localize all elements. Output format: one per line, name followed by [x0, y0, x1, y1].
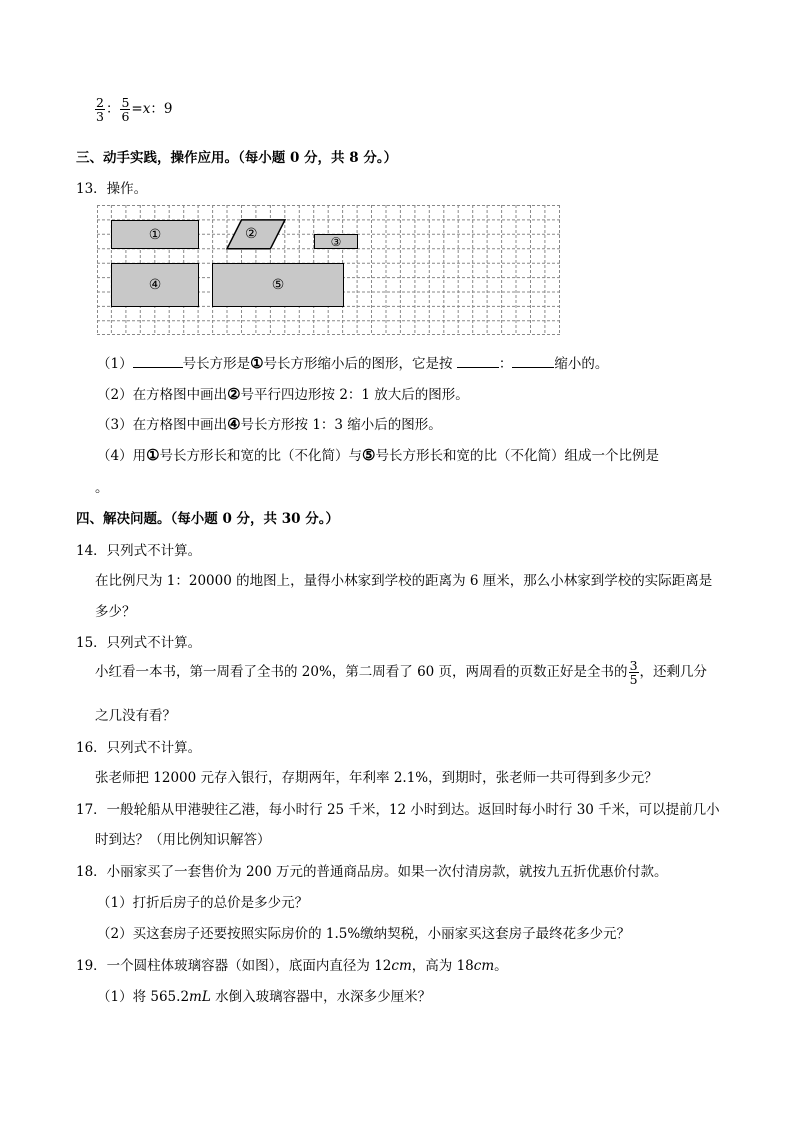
grid-figure: [97, 205, 560, 335]
q17-line-1: 17．一般轮船从甲港驶往乙港，每小时行 25 千米，12 小时到达。返回时每小时行 30 千米，可以提前几小: [76, 802, 720, 818]
q18-line-1: 18．小丽家买了一套售价为 200 万元的普通商品房。如果一次付清房款，就按九五折优惠价付款。: [76, 864, 668, 880]
q16-heading: 16．只列式不计算。: [76, 740, 202, 756]
fraction: $\frac{2}{3}$: [96, 95, 104, 125]
q19-line-1: 19．一个圆柱体玻璃容器（如图），底面内直径为 12cm，高为 18cm。: [76, 958, 508, 974]
q18-sub-1: （1）打折后房子的总价是多少元？: [97, 895, 309, 911]
rectangle-5: ⑤: [212, 263, 344, 307]
q13-part-2: （2）在方格图中画出②号平行四边形按 2：1 放大后的图形。: [97, 385, 469, 403]
fraction: $\frac{3}{5}$: [629, 658, 638, 688]
answer-blank[interactable]: [512, 366, 554, 368]
q13-part-3: （3）在方格图中画出④号长方形按 1：3 缩小后的图形。: [97, 415, 442, 433]
q13-part-1: （1） 号长方形是①号长方形缩小后的图形，它是按 ： 缩小的。: [97, 354, 609, 372]
rectangle-3: ③: [314, 234, 358, 249]
q16-line-1: 张老师把 12000 元存入银行，存期两年，年利率 2.1%，到期时，张老师一共可得到多少元？: [95, 770, 658, 786]
q14-line-2: 多少？: [95, 604, 136, 620]
q13-part-4-end: 。: [95, 480, 109, 496]
section-4-title: 四、解决问题。（每小题 0 分，共 30 分。）: [76, 511, 339, 527]
q15-line-1: 小红看一本书，第一周看了全书的 20%，第二周看了 60 页，两周看的页数正好是全书的 $\frac{3}{5}$ ，还剩几分: [95, 658, 708, 688]
q15-heading: 15．只列式不计算。: [76, 635, 202, 651]
q18-sub-2: （2）买这套房子还要按照实际房价的 1.5%缴纳契税，小丽家买这套房子最终花多少元？: [97, 926, 631, 942]
q14-heading: 14．只列式不计算。: [76, 543, 202, 559]
rectangle-4: ④: [111, 263, 199, 307]
q14-line-1: 在比例尺为 1：20000 的地图上，量得小林家到学校的距离为 6 厘米，那么小林家到学校的实际距离是: [95, 573, 713, 589]
answer-blank[interactable]: [457, 366, 499, 368]
q19-sub-1: （1）将 565.2mL 水倒入玻璃容器中，水深多少厘米？: [97, 989, 432, 1005]
section-3-title: 三、动手实践，操作应用。（每小题 0 分，共 8 分。）: [76, 150, 398, 166]
q13-part-4: （4）用①号长方形长和宽的比（不化简）与⑤号长方形长和宽的比（不化简）组成一个比例是: [97, 446, 659, 464]
answer-blank[interactable]: [133, 366, 183, 368]
q17-line-2: 时到达？（用比例知识解答）: [95, 832, 271, 848]
fraction: $\frac{5}{6}$: [121, 95, 130, 125]
equation-12: $\frac{2}{3}$ ： $\frac{5}{6}$ =x：9: [96, 95, 173, 125]
q13-heading: 13．操作。: [76, 181, 148, 197]
rectangle-1: ①: [111, 220, 199, 249]
parallelogram-2-label: ②: [245, 226, 258, 242]
q15-line-2: 之几没有看？: [95, 708, 176, 724]
